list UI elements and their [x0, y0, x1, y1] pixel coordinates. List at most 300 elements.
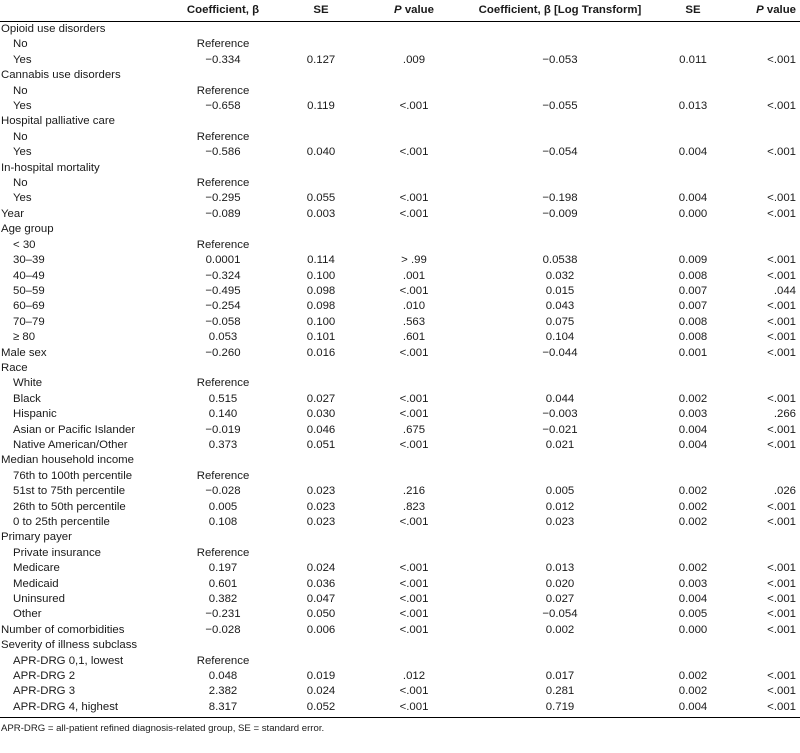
table-row — [0, 469, 800, 484]
cell-coefficient-log: 0.075 — [545, 315, 575, 328]
cell-coefficient: 0.048 — [208, 670, 238, 683]
cell-se-log — [658, 376, 728, 391]
cell-p-value-log: .044 — [773, 284, 796, 297]
table-row — [0, 299, 800, 314]
cell-se-log — [658, 638, 728, 653]
table-row — [0, 561, 800, 576]
cell-se-log — [658, 222, 728, 237]
cell-coefficient: 0.382 — [208, 593, 238, 606]
cell-p-value — [366, 469, 462, 484]
cell-p-value-log — [728, 638, 800, 653]
cell-se-log — [658, 530, 728, 545]
cell-coefficient-log: 0.719 — [545, 700, 575, 713]
cell-se-log: 0.004 — [678, 593, 708, 606]
cell-coefficient: −0.658 — [205, 100, 241, 113]
table-group-row — [0, 361, 800, 376]
cell-se-log — [658, 130, 728, 145]
cell-coefficient-log: 0.020 — [545, 577, 575, 590]
cell-variable: Hospital palliative care — [1, 115, 115, 128]
cell-coefficient-log: 0.015 — [545, 284, 575, 297]
table-row — [0, 500, 800, 515]
cell-coefficient-log: 0.104 — [545, 331, 575, 344]
cell-p-value: .009 — [402, 53, 426, 66]
cell-coefficient: Reference — [196, 469, 250, 482]
cell-coefficient-log: 0.021 — [545, 438, 575, 451]
cell-se-log — [658, 546, 728, 561]
cell-p-value-log: <.001 — [767, 500, 796, 513]
cell-variable: Medicare — [13, 562, 60, 575]
cell-coefficient-log: 0.013 — [545, 562, 575, 575]
cell-se-log: 0.004 — [678, 146, 708, 159]
header-p-value — [366, 0, 462, 22]
cell-se — [276, 453, 366, 468]
cell-coefficient — [170, 68, 276, 83]
cell-coefficient: −0.334 — [205, 53, 241, 66]
cell-p-value-log — [728, 37, 800, 52]
cell-coefficient: Reference — [196, 377, 250, 390]
cell-se-log: 0.000 — [678, 207, 708, 220]
cell-coefficient: −0.260 — [205, 346, 241, 359]
cell-coefficient: −0.028 — [205, 485, 241, 498]
table-row — [0, 407, 800, 422]
cell-se: 0.003 — [306, 207, 336, 220]
table-group-row — [0, 161, 800, 176]
cell-p-value — [366, 22, 462, 38]
cell-coefficient-log: −0.054 — [542, 608, 578, 621]
cell-se-log: 0.004 — [678, 423, 708, 436]
cell-se — [276, 361, 366, 376]
cell-se-log: 0.004 — [678, 700, 708, 713]
table-group-row — [0, 114, 800, 129]
cell-coefficient: −0.058 — [205, 315, 241, 328]
cell-coefficient: 0.053 — [208, 331, 238, 344]
cell-p-value-log — [728, 22, 800, 38]
cell-p-value-log: <.001 — [767, 269, 796, 282]
cell-p-value-log: <.001 — [767, 623, 796, 636]
cell-se: 0.098 — [306, 284, 336, 297]
cell-se-log — [658, 654, 728, 669]
cell-coefficient-log: −0.053 — [542, 53, 578, 66]
cell-p-value — [366, 638, 462, 653]
cell-variable: Yes — [13, 100, 32, 113]
cell-p-value: <.001 — [399, 593, 429, 606]
table-row — [0, 577, 800, 592]
cell-se: 0.006 — [306, 623, 336, 636]
table-row — [0, 392, 800, 407]
cell-se — [276, 161, 366, 176]
cell-variable: Asian or Pacific Islander — [13, 423, 136, 436]
cell-p-value-log: <.001 — [767, 315, 796, 328]
table-group-row — [0, 22, 800, 38]
table-row — [0, 284, 800, 299]
cell-coefficient-log: 0.027 — [545, 593, 575, 606]
cell-p-value-log — [728, 222, 800, 237]
cell-coefficient-log — [462, 161, 658, 176]
cell-p-value: <.001 — [399, 438, 429, 451]
cell-p-value — [366, 361, 462, 376]
cell-p-value: <.001 — [399, 623, 429, 636]
cell-se-log — [658, 161, 728, 176]
cell-coefficient — [170, 114, 276, 129]
cell-variable: Yes — [13, 53, 32, 66]
cell-p-value-log: <.001 — [767, 392, 796, 405]
cell-p-value-log: <.001 — [767, 192, 796, 205]
cell-se: 0.055 — [306, 192, 336, 205]
table-row — [0, 684, 800, 699]
cell-coefficient-log — [462, 222, 658, 237]
cell-p-value: <.001 — [399, 146, 429, 159]
cell-coefficient: −0.028 — [205, 623, 241, 636]
cell-p-value: <.001 — [399, 207, 429, 220]
cell-coefficient: 0.005 — [208, 500, 238, 513]
cell-coefficient: 0.197 — [208, 562, 238, 575]
cell-variable: < 30 — [13, 238, 36, 251]
cell-se-log: 0.013 — [678, 100, 708, 113]
cell-se — [276, 530, 366, 545]
cell-se-log: 0.003 — [678, 408, 708, 421]
cell-p-value: <.001 — [399, 284, 429, 297]
cell-p-value: <.001 — [399, 608, 429, 621]
cell-p-value-log — [728, 176, 800, 191]
table-row — [0, 130, 800, 145]
table-row — [0, 330, 800, 345]
cell-coefficient: 0.373 — [208, 438, 238, 451]
cell-se-log: 0.008 — [678, 331, 708, 344]
cell-coefficient-log: −0.009 — [542, 207, 578, 220]
cell-variable: Cannabis use disorders — [1, 69, 121, 82]
cell-variable: Median household income — [1, 454, 134, 467]
cell-coefficient — [170, 530, 276, 545]
cell-p-value-log — [728, 453, 800, 468]
cell-coefficient-log: 0.017 — [545, 670, 575, 683]
table-header — [0, 0, 800, 22]
cell-se: 0.030 — [306, 408, 336, 421]
header-se-log: SE — [658, 0, 728, 22]
cell-se-log: 0.002 — [678, 685, 708, 698]
table-row — [0, 253, 800, 268]
cell-se: 0.101 — [306, 331, 336, 344]
cell-coefficient-log: −0.198 — [542, 192, 578, 205]
cell-se-log: 0.009 — [678, 254, 708, 267]
cell-coefficient: 0.0001 — [205, 254, 241, 267]
cell-coefficient: −0.295 — [205, 192, 241, 205]
cell-coefficient-log — [462, 68, 658, 83]
table-row — [0, 607, 800, 622]
table-row — [0, 438, 800, 453]
cell-se: 0.019 — [306, 670, 336, 683]
cell-se-log — [658, 84, 728, 99]
cell-coefficient: −0.324 — [205, 269, 241, 282]
table-row — [0, 145, 800, 160]
cell-se: 0.046 — [306, 423, 336, 436]
cell-coefficient: Reference — [196, 84, 250, 97]
cell-coefficient-log — [462, 376, 658, 391]
table-row — [0, 37, 800, 52]
cell-se-log — [658, 238, 728, 253]
cell-se — [276, 176, 366, 191]
cell-p-value-log: <.001 — [767, 438, 796, 451]
cell-p-value: <.001 — [399, 346, 429, 359]
cell-p-value — [366, 654, 462, 669]
cell-coefficient: −0.089 — [205, 207, 241, 220]
cell-p-value-log: <.001 — [767, 593, 796, 606]
cell-variable: In-hospital mortality — [1, 161, 100, 174]
cell-variable: No — [13, 130, 28, 143]
cell-coefficient-log: 0.044 — [545, 392, 575, 405]
cell-coefficient-log — [462, 638, 658, 653]
cell-variable: Race — [1, 361, 28, 374]
cell-coefficient: 0.601 — [208, 577, 238, 590]
cell-se-log — [658, 22, 728, 38]
cell-coefficient: −0.586 — [205, 146, 241, 159]
table-row — [0, 546, 800, 561]
cell-p-value: .012 — [402, 670, 426, 683]
header-p-word: value — [401, 4, 434, 16]
cell-p-value: <.001 — [399, 408, 429, 421]
cell-p-value: .675 — [402, 423, 426, 436]
cell-p-value-log — [728, 654, 800, 669]
cell-coefficient: Reference — [196, 177, 250, 190]
header-coefficient-log: Coefficient, β [Log Transform] — [462, 0, 658, 22]
cell-se-log: 0.002 — [678, 670, 708, 683]
cell-se-log — [658, 453, 728, 468]
cell-se: 0.036 — [306, 577, 336, 590]
cell-p-value-log: <.001 — [767, 146, 796, 159]
cell-p-value — [366, 453, 462, 468]
header-p-word-log: value — [763, 4, 796, 16]
cell-coefficient: Reference — [196, 238, 250, 251]
table-row — [0, 376, 800, 391]
cell-variable: Yes — [13, 192, 32, 205]
cell-coefficient-log: 0.012 — [545, 500, 575, 513]
cell-se: 0.100 — [306, 269, 336, 282]
cell-se-log: 0.011 — [679, 53, 707, 66]
cell-coefficient: 8.317 — [208, 700, 238, 713]
cell-variable: Opioid use disorders — [1, 23, 106, 35]
cell-se-log: 0.002 — [678, 562, 708, 575]
cell-coefficient: −0.019 — [205, 423, 241, 436]
table-row — [0, 654, 800, 669]
cell-coefficient-log — [462, 530, 658, 545]
cell-variable: 50–59 — [13, 284, 45, 297]
cell-variable: Number of comorbidities — [1, 623, 125, 636]
cell-variable: Other — [13, 608, 42, 621]
table-group-row — [0, 222, 800, 237]
table-group-row — [0, 453, 800, 468]
cell-p-value — [366, 222, 462, 237]
cell-p-value: <.001 — [399, 700, 429, 713]
cell-variable: APR-DRG 2 — [13, 670, 76, 683]
cell-variable: APR-DRG 3 — [13, 685, 76, 698]
cell-se — [276, 238, 366, 253]
cell-se-log: 0.002 — [678, 516, 708, 528]
cell-variable: 76th to 100th percentile — [13, 469, 133, 482]
cell-se-log: 0.008 — [678, 269, 708, 282]
cell-coefficient-log: −0.055 — [542, 100, 578, 113]
cell-coefficient: 0.515 — [208, 392, 238, 405]
header-p-value-log — [728, 0, 800, 22]
header-se: SE — [276, 0, 366, 22]
cell-p-value — [366, 530, 462, 545]
cell-p-value-log: <.001 — [767, 53, 796, 66]
cell-coefficient-log: 0.023 — [545, 516, 575, 528]
header-p-letter: P — [394, 4, 402, 16]
cell-p-value-log: <.001 — [767, 300, 796, 313]
table-row — [0, 315, 800, 330]
cell-se — [276, 546, 366, 561]
cell-variable: APR-DRG 4, highest — [13, 700, 119, 713]
cell-coefficient — [170, 361, 276, 376]
cell-p-value-log: <.001 — [767, 670, 796, 683]
cell-p-value — [366, 37, 462, 52]
cell-coefficient-log: 0.002 — [545, 623, 575, 636]
cell-coefficient-log: 0.043 — [545, 300, 575, 313]
cell-se — [276, 37, 366, 52]
cell-p-value — [366, 238, 462, 253]
cell-variable: Yes — [13, 146, 32, 159]
cell-coefficient-log: 0.0538 — [542, 254, 578, 267]
cell-p-value: <.001 — [399, 562, 429, 575]
cell-p-value-log: <.001 — [767, 700, 796, 713]
cell-se — [276, 469, 366, 484]
cell-se-log — [658, 361, 728, 376]
cell-p-value: .001 — [402, 269, 426, 282]
cell-se-log — [658, 469, 728, 484]
cell-se: 0.023 — [306, 485, 336, 498]
cell-se-log: 0.003 — [678, 577, 708, 590]
table-row — [0, 669, 800, 684]
cell-coefficient-log — [462, 130, 658, 145]
cell-se: 0.040 — [306, 146, 336, 159]
cell-variable: ≥ 80 — [13, 331, 36, 344]
cell-p-value-log — [728, 361, 800, 376]
header-row — [0, 0, 800, 22]
cell-se — [276, 654, 366, 669]
cell-se: 0.127 — [306, 53, 336, 66]
cell-p-value: <.001 — [399, 192, 429, 205]
footnote: APR-DRG = all-patient refined diagnosis-related group, SE = standard error. — [1, 723, 325, 735]
cell-se-log: 0.007 — [678, 284, 708, 297]
table-row — [0, 176, 800, 191]
cell-p-value-log: <.001 — [767, 100, 796, 113]
cell-coefficient-log — [462, 654, 658, 669]
cell-p-value — [366, 84, 462, 99]
cell-coefficient: Reference — [196, 130, 250, 143]
cell-coefficient-log: −0.044 — [542, 346, 578, 359]
cell-se-log — [658, 37, 728, 52]
cell-p-value: .216 — [402, 485, 426, 498]
cell-p-value: .601 — [402, 331, 426, 344]
table-row — [0, 592, 800, 607]
cell-se — [276, 22, 366, 38]
cell-se-log: 0.005 — [678, 608, 708, 621]
cell-se-log: 0.007 — [678, 300, 708, 313]
cell-variable: Age group — [1, 223, 54, 236]
cell-se: 0.098 — [306, 300, 336, 313]
cell-variable: Private insurance — [13, 546, 102, 559]
cell-se: 0.114 — [307, 254, 335, 267]
cell-coefficient — [170, 638, 276, 653]
cell-p-value-log: <.001 — [767, 346, 796, 359]
cell-se-log: 0.002 — [678, 392, 708, 405]
table-group-row — [0, 68, 800, 83]
cell-variable: 60–69 — [13, 300, 45, 313]
cell-se: 0.052 — [306, 700, 336, 713]
cell-variable: Native American/Other — [13, 438, 128, 451]
cell-se-log: 0.004 — [678, 438, 708, 451]
cell-p-value-log: <.001 — [767, 423, 796, 436]
cell-p-value: <.001 — [399, 392, 429, 405]
cell-p-value-log: <.001 — [767, 254, 796, 267]
table-row — [0, 84, 800, 99]
cell-se-log: 0.002 — [678, 485, 708, 498]
cell-coefficient-log: −0.003 — [542, 408, 578, 421]
header-p-letter-log: P — [756, 4, 764, 16]
table-row — [0, 515, 800, 530]
cell-variable: 70–79 — [13, 315, 45, 328]
cell-variable: 30–39 — [13, 254, 45, 267]
cell-coefficient — [170, 161, 276, 176]
cell-se-log: 0.008 — [678, 315, 708, 328]
cell-se: 0.047 — [306, 593, 336, 606]
table-group-row — [0, 530, 800, 545]
cell-se: 0.100 — [306, 315, 336, 328]
cell-variable: Uninsured — [13, 593, 65, 606]
table-group-row — [0, 638, 800, 653]
cell-coefficient: 0.108 — [208, 516, 238, 528]
cell-p-value-log — [728, 469, 800, 484]
cell-coefficient-log — [462, 114, 658, 129]
cell-coefficient-log: −0.054 — [542, 146, 578, 159]
cell-se-log — [658, 114, 728, 129]
cell-coefficient: −0.231 — [205, 608, 241, 621]
cell-variable: 0 to 25th percentile — [13, 516, 110, 528]
cell-coefficient-log: 0.281 — [545, 685, 575, 698]
cell-p-value-log — [728, 114, 800, 129]
cell-variable: No — [13, 177, 28, 190]
table-row — [0, 53, 800, 68]
cell-se: 0.024 — [306, 562, 336, 575]
cell-p-value-log — [728, 68, 800, 83]
cell-p-value-log: <.001 — [767, 608, 796, 621]
cell-p-value: <.001 — [399, 577, 429, 590]
cell-coefficient-log — [462, 453, 658, 468]
cell-variable: Male sex — [1, 346, 47, 359]
cell-coefficient — [170, 22, 276, 38]
cell-coefficient-log — [462, 469, 658, 484]
table-body — [0, 22, 800, 716]
cell-p-value-log — [728, 238, 800, 253]
cell-variable: Primary payer — [1, 531, 72, 544]
table-row — [0, 423, 800, 438]
cell-coefficient-log: −0.021 — [542, 423, 578, 436]
cell-se: 0.051 — [306, 438, 336, 451]
cell-coefficient: 0.140 — [208, 408, 238, 421]
cell-variable: Medicaid — [13, 577, 59, 590]
cell-p-value-log — [728, 546, 800, 561]
cell-variable: 51st to 75th percentile — [13, 485, 126, 498]
cell-p-value: <.001 — [399, 685, 429, 698]
cell-se: 0.023 — [306, 516, 336, 528]
cell-p-value — [366, 176, 462, 191]
cell-p-value: .563 — [402, 315, 426, 328]
cell-variable: Black — [13, 392, 41, 405]
cell-p-value-log — [728, 530, 800, 545]
header-variable — [0, 0, 170, 22]
cell-variable: APR-DRG 0,1, lowest — [13, 654, 124, 667]
cell-se-log: 0.002 — [678, 500, 708, 513]
cell-p-value — [366, 130, 462, 145]
